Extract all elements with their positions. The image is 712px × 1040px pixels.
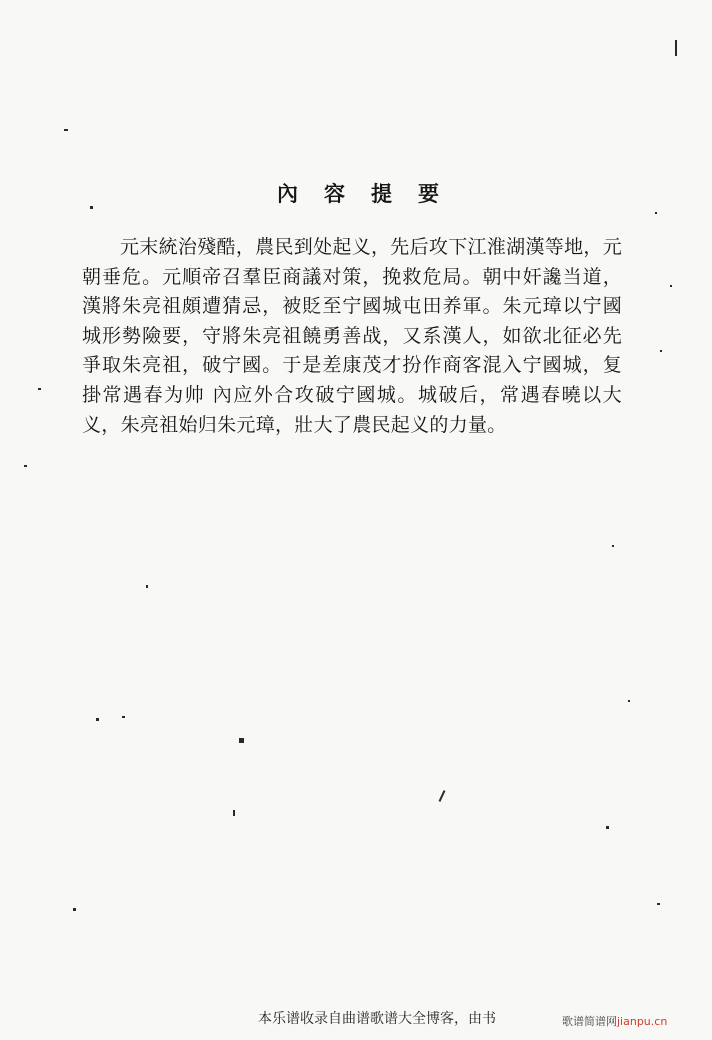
scan-mark [96,718,99,721]
scan-mark [38,388,41,390]
scan-mark [628,700,630,702]
scan-mark [122,716,125,718]
scan-mark [606,826,609,829]
scan-mark [660,350,662,352]
scan-mark [24,465,27,467]
scan-mark [90,206,93,209]
scan-mark [655,212,657,214]
scan-mark [675,40,677,56]
watermark-domain: jianpu.cn [617,1015,668,1028]
scan-mark [64,129,68,131]
summary-paragraph: 元末統治殘酷，農民到处起义，先后攻下江淮湖漢等地，元朝垂危。元順帝召羣臣商議对策，挽救危局。朝中奸讒当道，漢將朱亮祖頗遭猜忌，被貶至宁國城屯田养軍。朱元璋以宁國城形勢險要，守將朱亮祖饒勇善战，又系漢人，如欲北征必先爭取朱亮祖，破宁國。于是差康茂才扮作商客混入宁國城，复掛常遇春为帅 內应外合攻破宁國城。城破后，常遇春曉以大义，朱亮祖始归朱元璋，壯大了農民起义的力量。 [82,236,622,436]
site-watermark [562,1013,667,1029]
scan-mark [439,790,446,802]
scan-mark [73,908,76,911]
footer-note: 本乐谱收录自曲谱歌谱大全博客，由书 [258,1011,496,1027]
scan-mark [233,810,235,816]
scan-mark [239,738,244,743]
scan-mark [670,285,672,287]
scan-mark [657,903,660,905]
watermark-site-name: 歌谱简谱网 [562,1015,617,1028]
scan-mark [612,545,614,547]
page-title: 內容提要 [277,181,465,206]
summary-section [82,233,622,440]
scan-mark [146,585,148,588]
